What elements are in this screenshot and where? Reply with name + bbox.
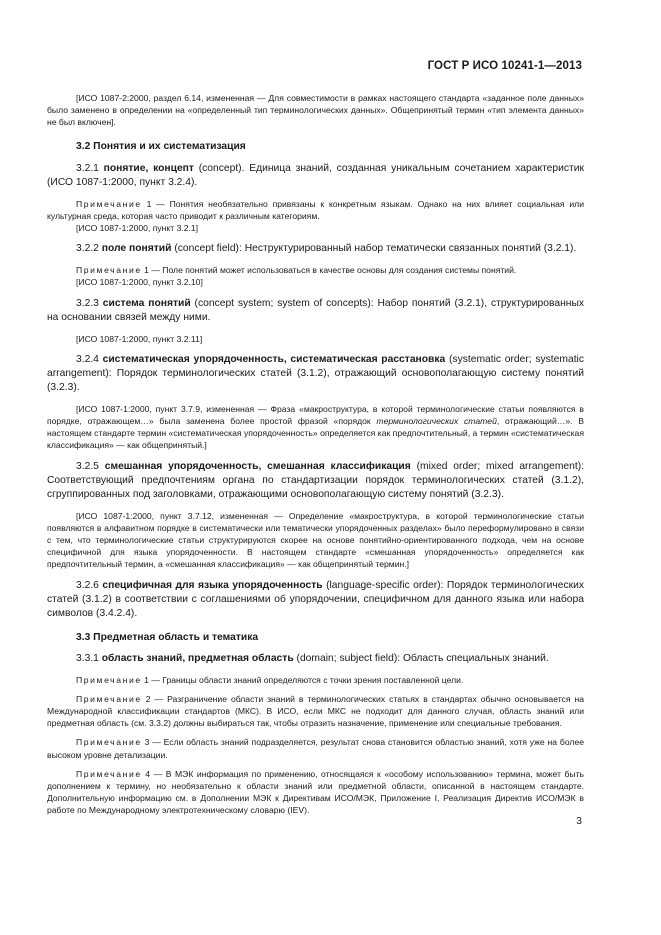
note-3-3-1-1: [47, 674, 584, 686]
term-entry-3-2-4: [47, 353, 584, 395]
source-text-italic: терминологических статей: [376, 416, 497, 427]
note-label: Примечание: [76, 198, 142, 209]
note-text: 3 — Если область знаний подразделяется, результат снова становится областью знаний, хотя уже на более высоком уровне детализации.: [47, 737, 584, 760]
term-number: 3.3.1: [76, 652, 102, 664]
note-label: Примечание: [76, 737, 142, 748]
source-reference: [ИСО 1087-1:2000, пункт 3.2.1]: [76, 223, 199, 234]
page-number: 3: [576, 816, 582, 827]
term-definition: (concept). Единица знаний, созданная уникальным сочетанием характеристик (ИСО 1087-1:2000, пункт 3.2.4).: [47, 162, 585, 188]
term-definition: (systematic order; systematic arrangement): Порядок терминологических статей (3.1.2), отражающий основополагающую систему понятий (3.2.3).: [47, 353, 584, 393]
term-definition: (mixed order; mixed arrangement): Соответствующий предпочтениям органа по стандартизации порядок терминологических статей (3.1.2), сгруппированных под заголовками, отражающими основополагающую систему понятий (3.2.3).: [47, 460, 584, 500]
note-text: 2 — Разграничение области знаний в терминологических статьях в стандартах обычно основывается на Международной классификации стандартов (МКС). В ИСО, если МКС не подходит для данного случая, область знаний или предметная область (см. 3.3.2) должны выбираться так, чтобы отразить назначение, применение или специальные требования.: [47, 693, 584, 729]
note-text: 4 — В МЭК информация по применению, относящаяся к «особому использованию» термина, может быть дополнением к термину, но необязательно к области знаний или предметной области, описанной в настоящем стандарте. Дополнительную информацию см. в Дополнении МЭК к Директивам ИСО/МЭК, Приложение I, Реализация Директив ИСО/МЭК в работе по Международному электротехническому словарю (IEV).: [47, 768, 584, 816]
term-number: 3.2.2: [76, 243, 102, 255]
standard-header: ГОСТ Р ИСО 10241-1—2013: [427, 60, 582, 72]
term-entry-3-2-5: [47, 460, 584, 502]
term-name: поле понятий: [101, 243, 172, 255]
term-name: понятие, концепт: [103, 162, 194, 174]
note-3-3-1-3: [47, 736, 584, 760]
note-3-3-1-4: [47, 768, 584, 817]
term-number: 3.2.6: [76, 579, 103, 591]
term-entry-3-2-3: [47, 297, 584, 325]
page-content: [47, 92, 584, 817]
note-label: Примечание: [76, 768, 142, 779]
term-entry-3-2-6: [47, 579, 584, 621]
term-entry-3-2-2: [47, 242, 584, 256]
term-definition: (concept system; system of concepts): Набор понятий (3.2.1), структурированных на основании связей между ними.: [47, 297, 584, 323]
note-text: 1 — Границы области знаний определяются с точки зрения поставленной цели.: [141, 674, 464, 685]
note-label: Примечание: [76, 674, 142, 685]
source-reference: [ИСО 1087-1:2000, пункт 3.2.10]: [76, 277, 203, 288]
term-name: систематическая упорядоченность, систематическая расстановка: [102, 353, 446, 365]
term-definition: (concept field): Неструктурированный набор тематически связанных понятий (3.2.1).: [171, 243, 577, 255]
term-number: 3.2.1: [76, 162, 104, 174]
source-text: [ИСО 1087-1:2000, пункт 3.7.9, измененная — Фраза «макроструктура, в которой терминологические статьи появляются в порядке, отражающем…» была заменена более простой фразой «порядок: [47, 403, 584, 427]
term-name: область знаний, предметная область: [101, 652, 294, 664]
term-name: смешанная упорядоченность, смешанная классификация: [104, 460, 411, 472]
term-entry-3-2-1: [47, 162, 584, 190]
term-name: специфичная для языка упорядоченность: [102, 579, 323, 591]
note-label: Примечание: [76, 693, 142, 704]
term-number: 3.2.3: [76, 297, 103, 309]
term-definition: (language-specific order): Порядок терминологических статей (3.1.2) в соответствии с соглашениями об упорядочении, специфичном для данного языка или набора символов (3.4.2.4).: [47, 579, 585, 619]
note-text: 1 — Поле понятий может использоваться в качестве основы для создания системы понятий.: [141, 265, 517, 276]
note-3-2-1: [47, 198, 584, 222]
term-name: система понятий: [102, 297, 191, 309]
term-definition: (domain; subject field): Область специальных знаний.: [293, 652, 549, 664]
source-reference: [ИСО 1087-2:2000, раздел 6.14, измененная — Для совместимости в рамках настоящего стандарта «заданное поле данных» было заменено в определении на «определенный тип терминологических данных». Общепринятый термин «тип элемента данных» не был включен].: [47, 93, 584, 128]
note-text: 1 — Понятия необязательно привязаны к конкретным языкам. Однако на них влияет социальная или культурная среда, которая часто приводит к различным категориям.: [47, 198, 584, 221]
term-entry-3-3-1: [47, 652, 584, 666]
section-heading-3-2: 3.2 Понятия и их систематизация: [76, 140, 246, 152]
term-number: 3.2.5: [76, 460, 105, 472]
note-3-3-1-2: [47, 693, 584, 730]
note-label: Примечание: [76, 265, 142, 276]
source-text: , отражающий…». В настоящем стандарте термин «систематическая упорядоченность» определяется как предпочтительный, а термин «систематическая классификация» — как общепринятый.]: [47, 416, 584, 451]
note-3-2-2: [47, 264, 584, 276]
term-number: 3.2.4: [76, 353, 103, 365]
source-reference: [ИСО 1087-1:2000, пункт 3.2.11]: [76, 333, 203, 344]
source-reference: [47, 403, 584, 452]
section-heading-3-3: 3.3 Предметная область и тематика: [76, 631, 259, 643]
source-reference: [ИСО 1087-1:2000, пункт 3.7.12, измененная — Определение «макроструктура, в которой терминологические статьи появляются в алфавитном порядке в систематически или тематически упорядоченных разделах» было переформулировано в связи с тем, что терминологические статьи структурируются скорее на основе понятийно-ориентированного подхода, чем на основе специфичной для языка упорядоченности. В настоящем стандарте «смешанная упорядоченность» определяется как предпочтительный термин, а «смешанная классификация» — как общепринятый термин.]: [47, 510, 584, 570]
